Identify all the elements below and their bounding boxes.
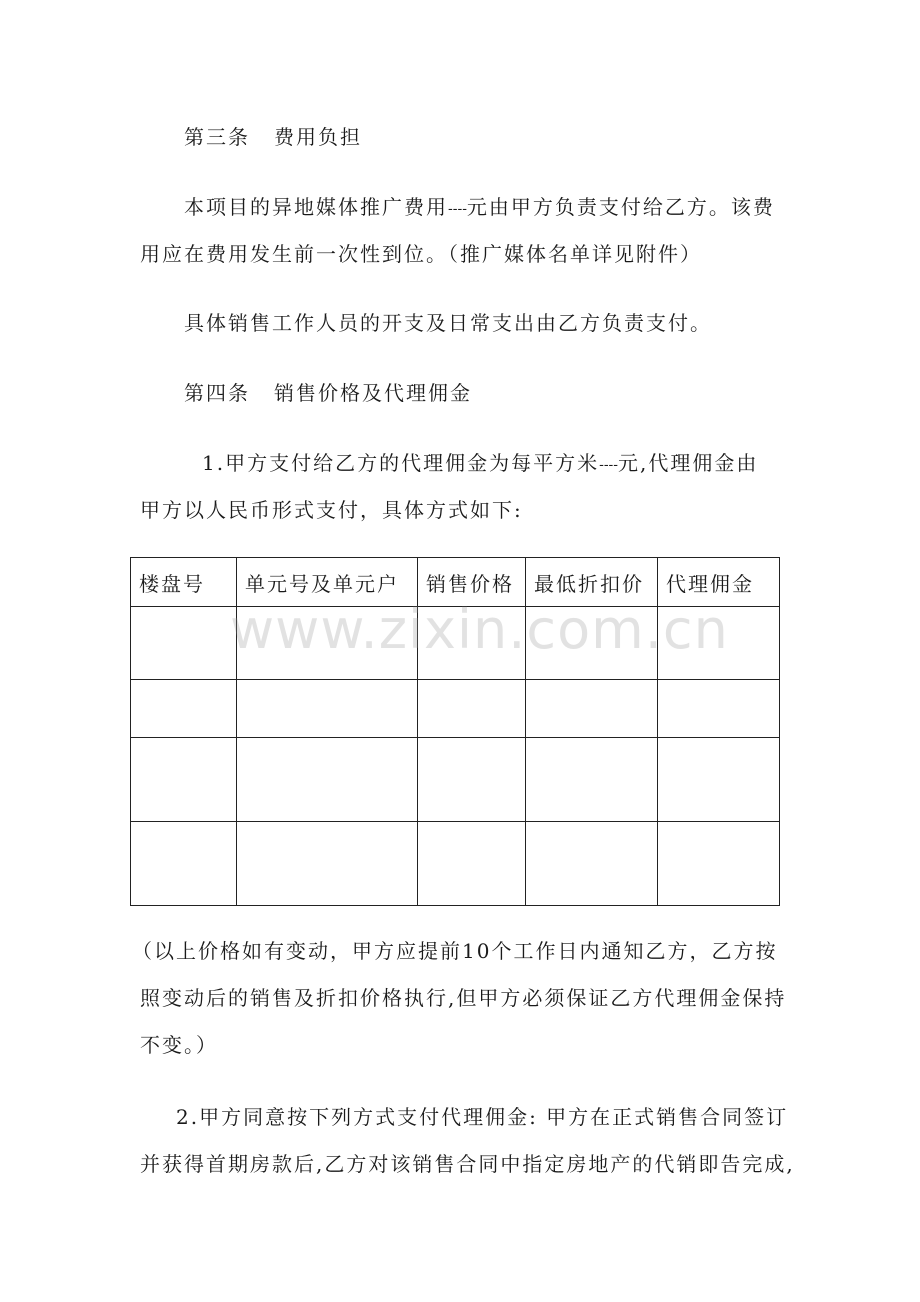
table-cell (418, 738, 526, 822)
site-watermark: www.zixin.com.cn (230, 598, 729, 661)
price-change-note-line1: （以上价格如有变动，甲方应提前10个工作日内通知乙方，乙方按 (132, 939, 778, 963)
table-cell (658, 680, 780, 738)
article4-title: 销售价格及代理佣金 (274, 381, 472, 405)
table-row (131, 822, 780, 906)
text-segment: 元由甲方负责支付给乙方。该费 (466, 195, 775, 219)
article3-title: 费用负担 (274, 125, 362, 149)
article4-number: 第四条 (184, 381, 250, 405)
text-segment: 1.甲方支付给乙方的代理佣金为每平方米 (202, 451, 600, 475)
table-cell (131, 607, 237, 680)
table-cell (526, 607, 658, 680)
article4-item1-line1 (202, 449, 758, 479)
article3-paragraph1-line2: 用应在费用发生前一次性到位。（推广媒体名单详见附件） (140, 242, 702, 266)
header-commission: 代理佣金 (658, 558, 780, 607)
table-cell (658, 607, 780, 680)
table-cell (131, 822, 237, 906)
price-commission-table (130, 557, 780, 906)
table-cell (237, 738, 418, 822)
table-cell (418, 680, 526, 738)
price-change-note-line2: 照变动后的销售及折扣价格执行,但甲方必须保证乙方代理佣金保持 (140, 986, 787, 1010)
header-unit-no: 单元号及单元户 (237, 558, 418, 607)
table-cell (237, 607, 418, 680)
table-cell (526, 738, 658, 822)
table-cell (418, 607, 526, 680)
table-row (131, 607, 780, 680)
article3-paragraph2: 具体销售工作人员的开支及日常支出由乙方负责支付。 (184, 311, 712, 335)
table-cell (526, 680, 658, 738)
article4-item2-line2: 并获得首期房款后,乙方对该销售合同中指定房地产的代销即告完成, (140, 1152, 795, 1176)
table-cell (418, 822, 526, 906)
header-building-no: 楼盘号 (131, 558, 237, 607)
article3-heading (184, 123, 362, 151)
header-sale-price: 销售价格 (418, 558, 526, 607)
table-cell (131, 738, 237, 822)
article4-item2-line1: 2.甲方同意按下列方式支付代理佣金: 甲方在正式销售合同签订 (176, 1105, 789, 1129)
table-cell (237, 680, 418, 738)
header-min-discount-price: 最低折扣价 (526, 558, 658, 607)
table-row (131, 738, 780, 822)
article3-number: 第三条 (184, 125, 250, 149)
table-cell (131, 680, 237, 738)
amount-blank: ---- (448, 201, 467, 217)
article3-paragraph1-line1 (184, 193, 775, 223)
price-change-note-line3: 不变。） (140, 1033, 218, 1057)
text-segment: 本项目的异地媒体推广费用 (184, 195, 448, 219)
table-cell (658, 822, 780, 906)
amount-blank: ---- (599, 457, 619, 473)
text-segment: 元,代理佣金由 (618, 451, 759, 475)
table-cell (237, 822, 418, 906)
table-row (131, 680, 780, 738)
article4-heading (184, 379, 472, 407)
table-cell (658, 738, 780, 822)
article4-item1-line2: 甲方以人民币形式支付，具体方式如下: (140, 498, 523, 522)
table-header-row (131, 558, 780, 607)
table-cell (526, 822, 658, 906)
